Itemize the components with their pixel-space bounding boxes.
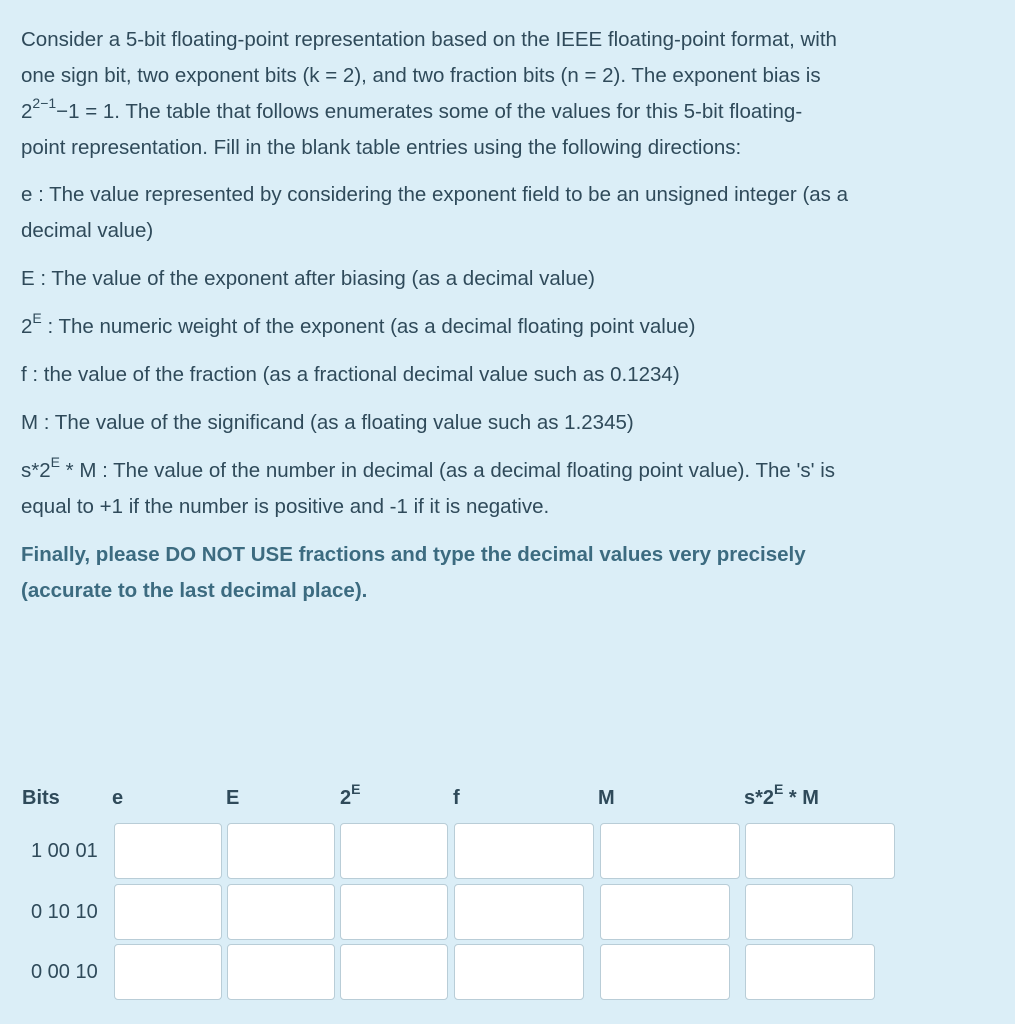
def-E: E : The value of the exponent after biasing (as a decimal value) [21,267,595,290]
intro-line-3: $2^{2-1}-1 = 1$. The table that follows enumerates some of the values for this 5-bit floating- [21,95,803,123]
def-e-line-1: e : The value represented by considering the exponent field to be an unsigned integer (as a [21,183,849,206]
header-e: e [112,787,124,809]
final-instruction-line-1: Finally, please DO NOT USE fractions and type the decimal values very precisely [21,543,806,566]
row-3-E-input[interactable] [227,944,335,1000]
row-2-value-input[interactable] [745,884,853,940]
row-3-M-input[interactable] [600,944,730,1000]
row-1-f-input[interactable] [454,823,594,879]
row-3-bits: 0 00 10 [31,961,98,983]
intro-line-1: Consider a 5-bit floating-point representation based on the IEEE floating-point format, with [21,28,837,51]
def-value-line-2: equal to +1 if the number is positive and -1 if it is negative. [21,495,550,518]
row-1-value-input[interactable] [745,823,895,879]
intro-line-2: one sign bit, two exponent bits (k = 2), and two fraction bits (n = 2). The exponent bias is [21,64,821,87]
row-2-e-input[interactable] [114,884,222,940]
row-3-value-input[interactable] [745,944,875,1000]
row-2-f-input[interactable] [454,884,584,940]
header-M: M [598,787,615,809]
def-value-line-1: $s*2^E$ * M : The value of the number in decimal (as a decimal floating point value). The 's' is [21,454,836,482]
row-1-E-input[interactable] [227,823,335,879]
intro-line-4: point representation. Fill in the blank table entries using the following directions: [21,136,742,159]
row-1-bits: 1 00 01 [31,840,98,862]
row-2-bits: 0 10 10 [31,901,98,923]
header-value: $s*2^E$ * M [744,781,819,809]
row-2-M-input[interactable] [600,884,730,940]
final-instruction-line-2: (accurate to the last decimal place). [21,579,368,602]
row-2-E-input[interactable] [227,884,335,940]
header-weight: $2^E$ [340,781,361,809]
row-1-e-input[interactable] [114,823,222,879]
question-text [21,22,1006,609]
def-weight: $2^E$ : The numeric weight of the exponent (as a decimal floating point value) [21,310,696,338]
header-bits: Bits [22,787,60,809]
row-3-f-input[interactable] [454,944,584,1000]
def-f: f : the value of the fraction (as a fractional decimal value such as 0.1234) [21,363,680,386]
header-f: f [453,787,460,809]
row-3-e-input[interactable] [114,944,222,1000]
row-2-weight-input[interactable] [340,884,448,940]
def-M: M : The value of the significand (as a floating value such as 1.2345) [21,411,634,434]
def-e-line-2: decimal value) [21,219,154,242]
header-E: E [226,787,240,809]
row-1-weight-input[interactable] [340,823,448,879]
row-3-weight-input[interactable] [340,944,448,1000]
row-1-M-input[interactable] [600,823,740,879]
